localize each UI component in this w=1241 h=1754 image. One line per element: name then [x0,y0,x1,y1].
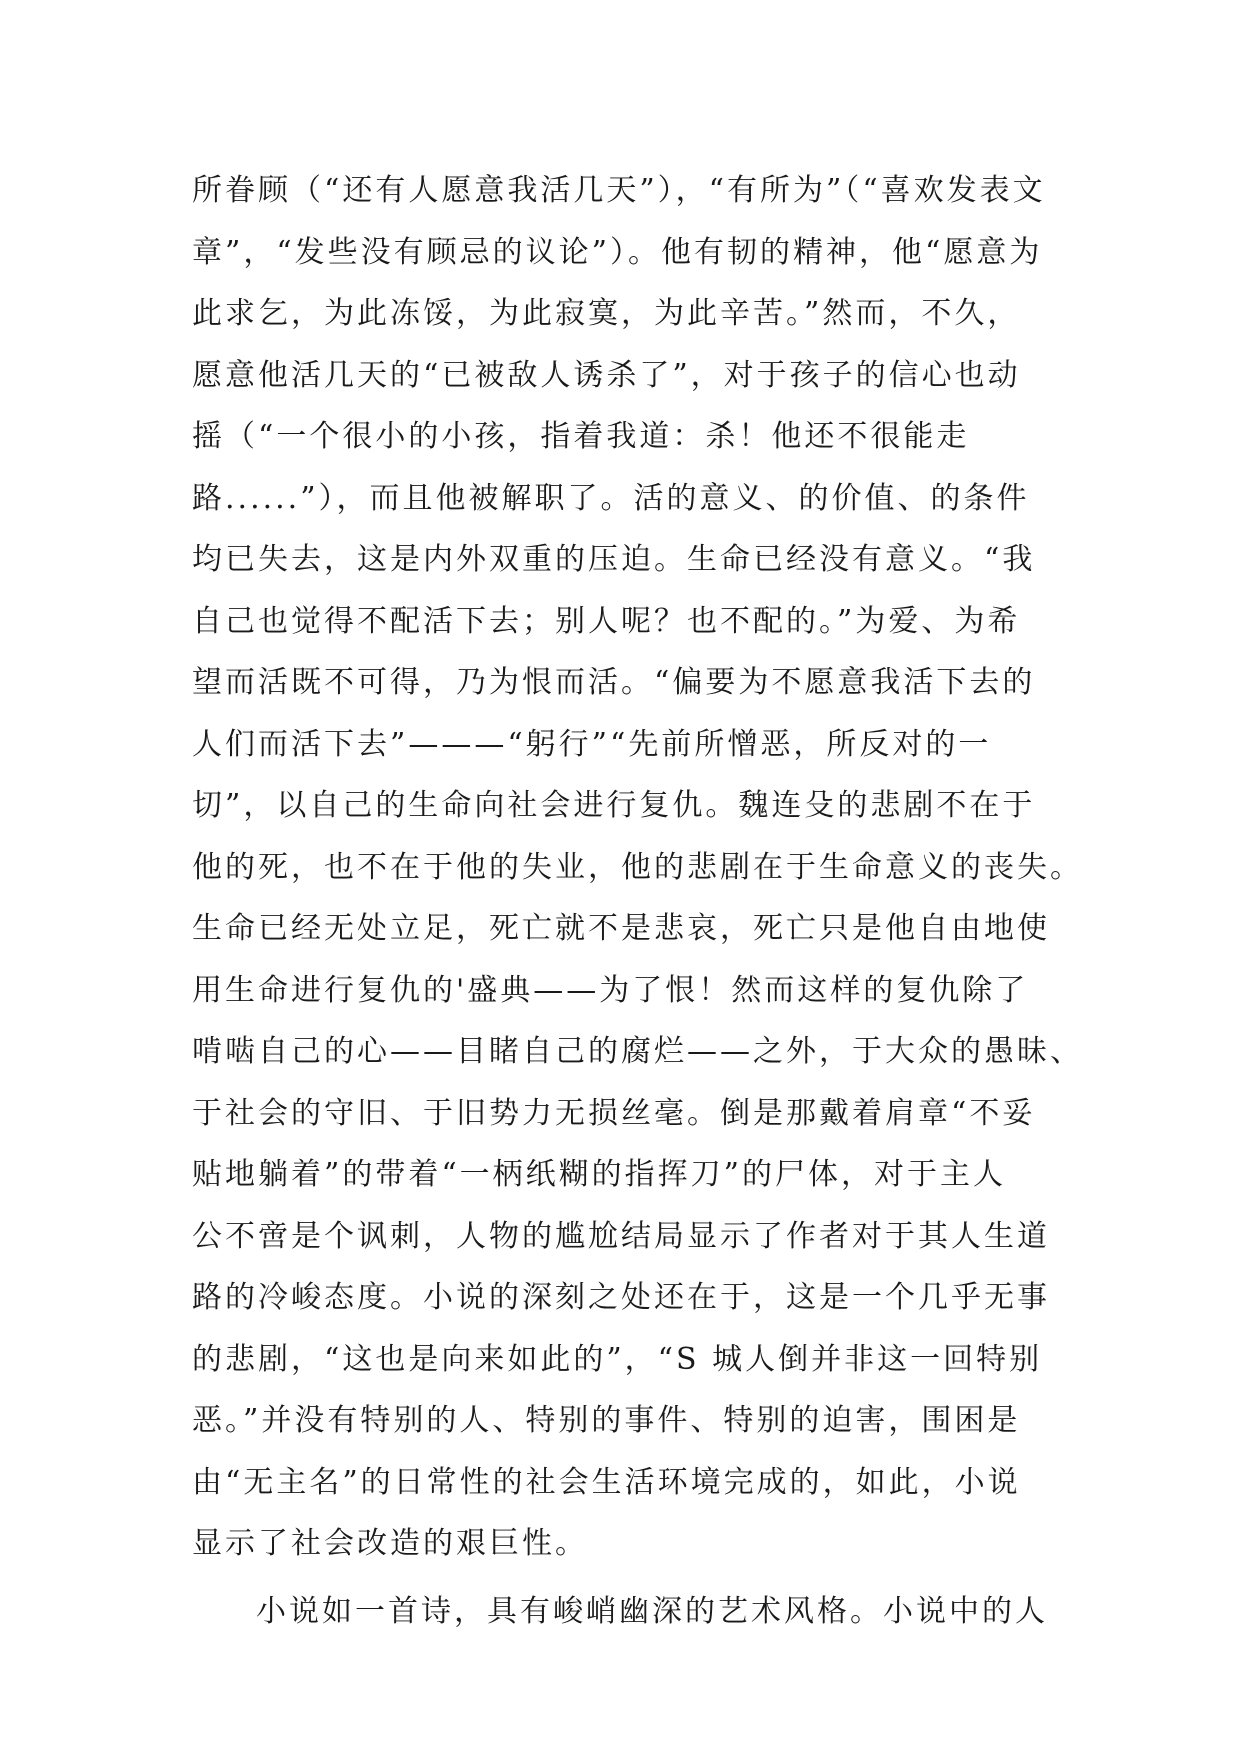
text-line: 显示了社会改造的艰巨性。 [192,1526,588,1561]
text-line: 切”，以自己的生命向社会进行复仇。魏连殳的悲剧不在于 [192,788,1036,823]
text-line: 路的冷峻态度。小说的深刻之处还在于，这是一个几乎无事 [192,1280,1050,1315]
text-line: 自己也觉得不配活下去；别人呢？也不配的。”为爱、为希 [192,603,1021,639]
text-line: 他的死，也不在于他的失业，他的悲剧在于生命意义的丧失。 [192,849,1083,885]
text-line: 的悲剧，“这也是向来如此的”，“S 城人倒并非这一回特别 [192,1341,1043,1377]
text-line: 由“无主名”的日常性的社会生活环境完成的，如此，小说 [192,1464,1021,1500]
text-line: 章”，“发些没有顾忌的议论”）。他有韧的精神，他“愿意为 [192,234,1043,270]
text-line: 摇（“一个很小的小孩，指着我道：杀！他还不很能走 [192,419,970,454]
text-line: 生命已经无处立足，死亡就不是悲哀，死亡只是他自由地使 [192,911,1050,946]
text-line: 人们而活下去”———“躬行”“先前所憎恶，所反对的一 [192,726,992,762]
text-line: 贴地躺着”的带着“一柄纸糊的指挥刀”的尸体，对于主人 [192,1157,1007,1192]
text-line: 恶。”并没有特别的人、特别的事件、特别的迫害，围困是 [192,1403,1021,1438]
text-line: 此求乞，为此冻馁，为此寂寞，为此辛苦。”然而，不久， [192,296,1021,331]
text-line: 路......”），而且他被解职了。活的意义、的价值、的条件 [192,480,1030,516]
text-line: 啃啮自己的心——目睹自己的腐烂——之外，于大众的愚昧、 [192,1034,1083,1069]
paragraph [192,160,1083,1575]
text-line: 小说如一首诗，具有峻峭幽深的艺术风格。小说中的人 [256,1593,1048,1629]
text-line: 望而活既不可得，乃为恨而活。“偏要为不愿意我活下去的 [192,665,1036,700]
text-line: 所眷顾（“还有人愿意我活几天”），“有所为”（“喜欢发表文 [192,173,1046,208]
text-line: 于社会的守旧、于旧势力无损丝毫。倒是那戴着肩章“不妥 [192,1095,1036,1131]
text-line: 公不啻是个讽刺，人物的尴尬结局显示了作者对于其人生道 [192,1218,1050,1254]
paragraph [192,1581,1072,1643]
text-line: 均已失去，这是内外双重的压迫。生命已经没有意义。“我 [192,542,1036,577]
text-line: 用生命进行复仇的'盛典——为了恨！然而这样的复仇除了 [192,972,1029,1008]
body-text [192,160,1083,1642]
text-line: 愿意他活几天的“已被敌人诱杀了”，对于孩子的信心也动 [192,357,1021,393]
